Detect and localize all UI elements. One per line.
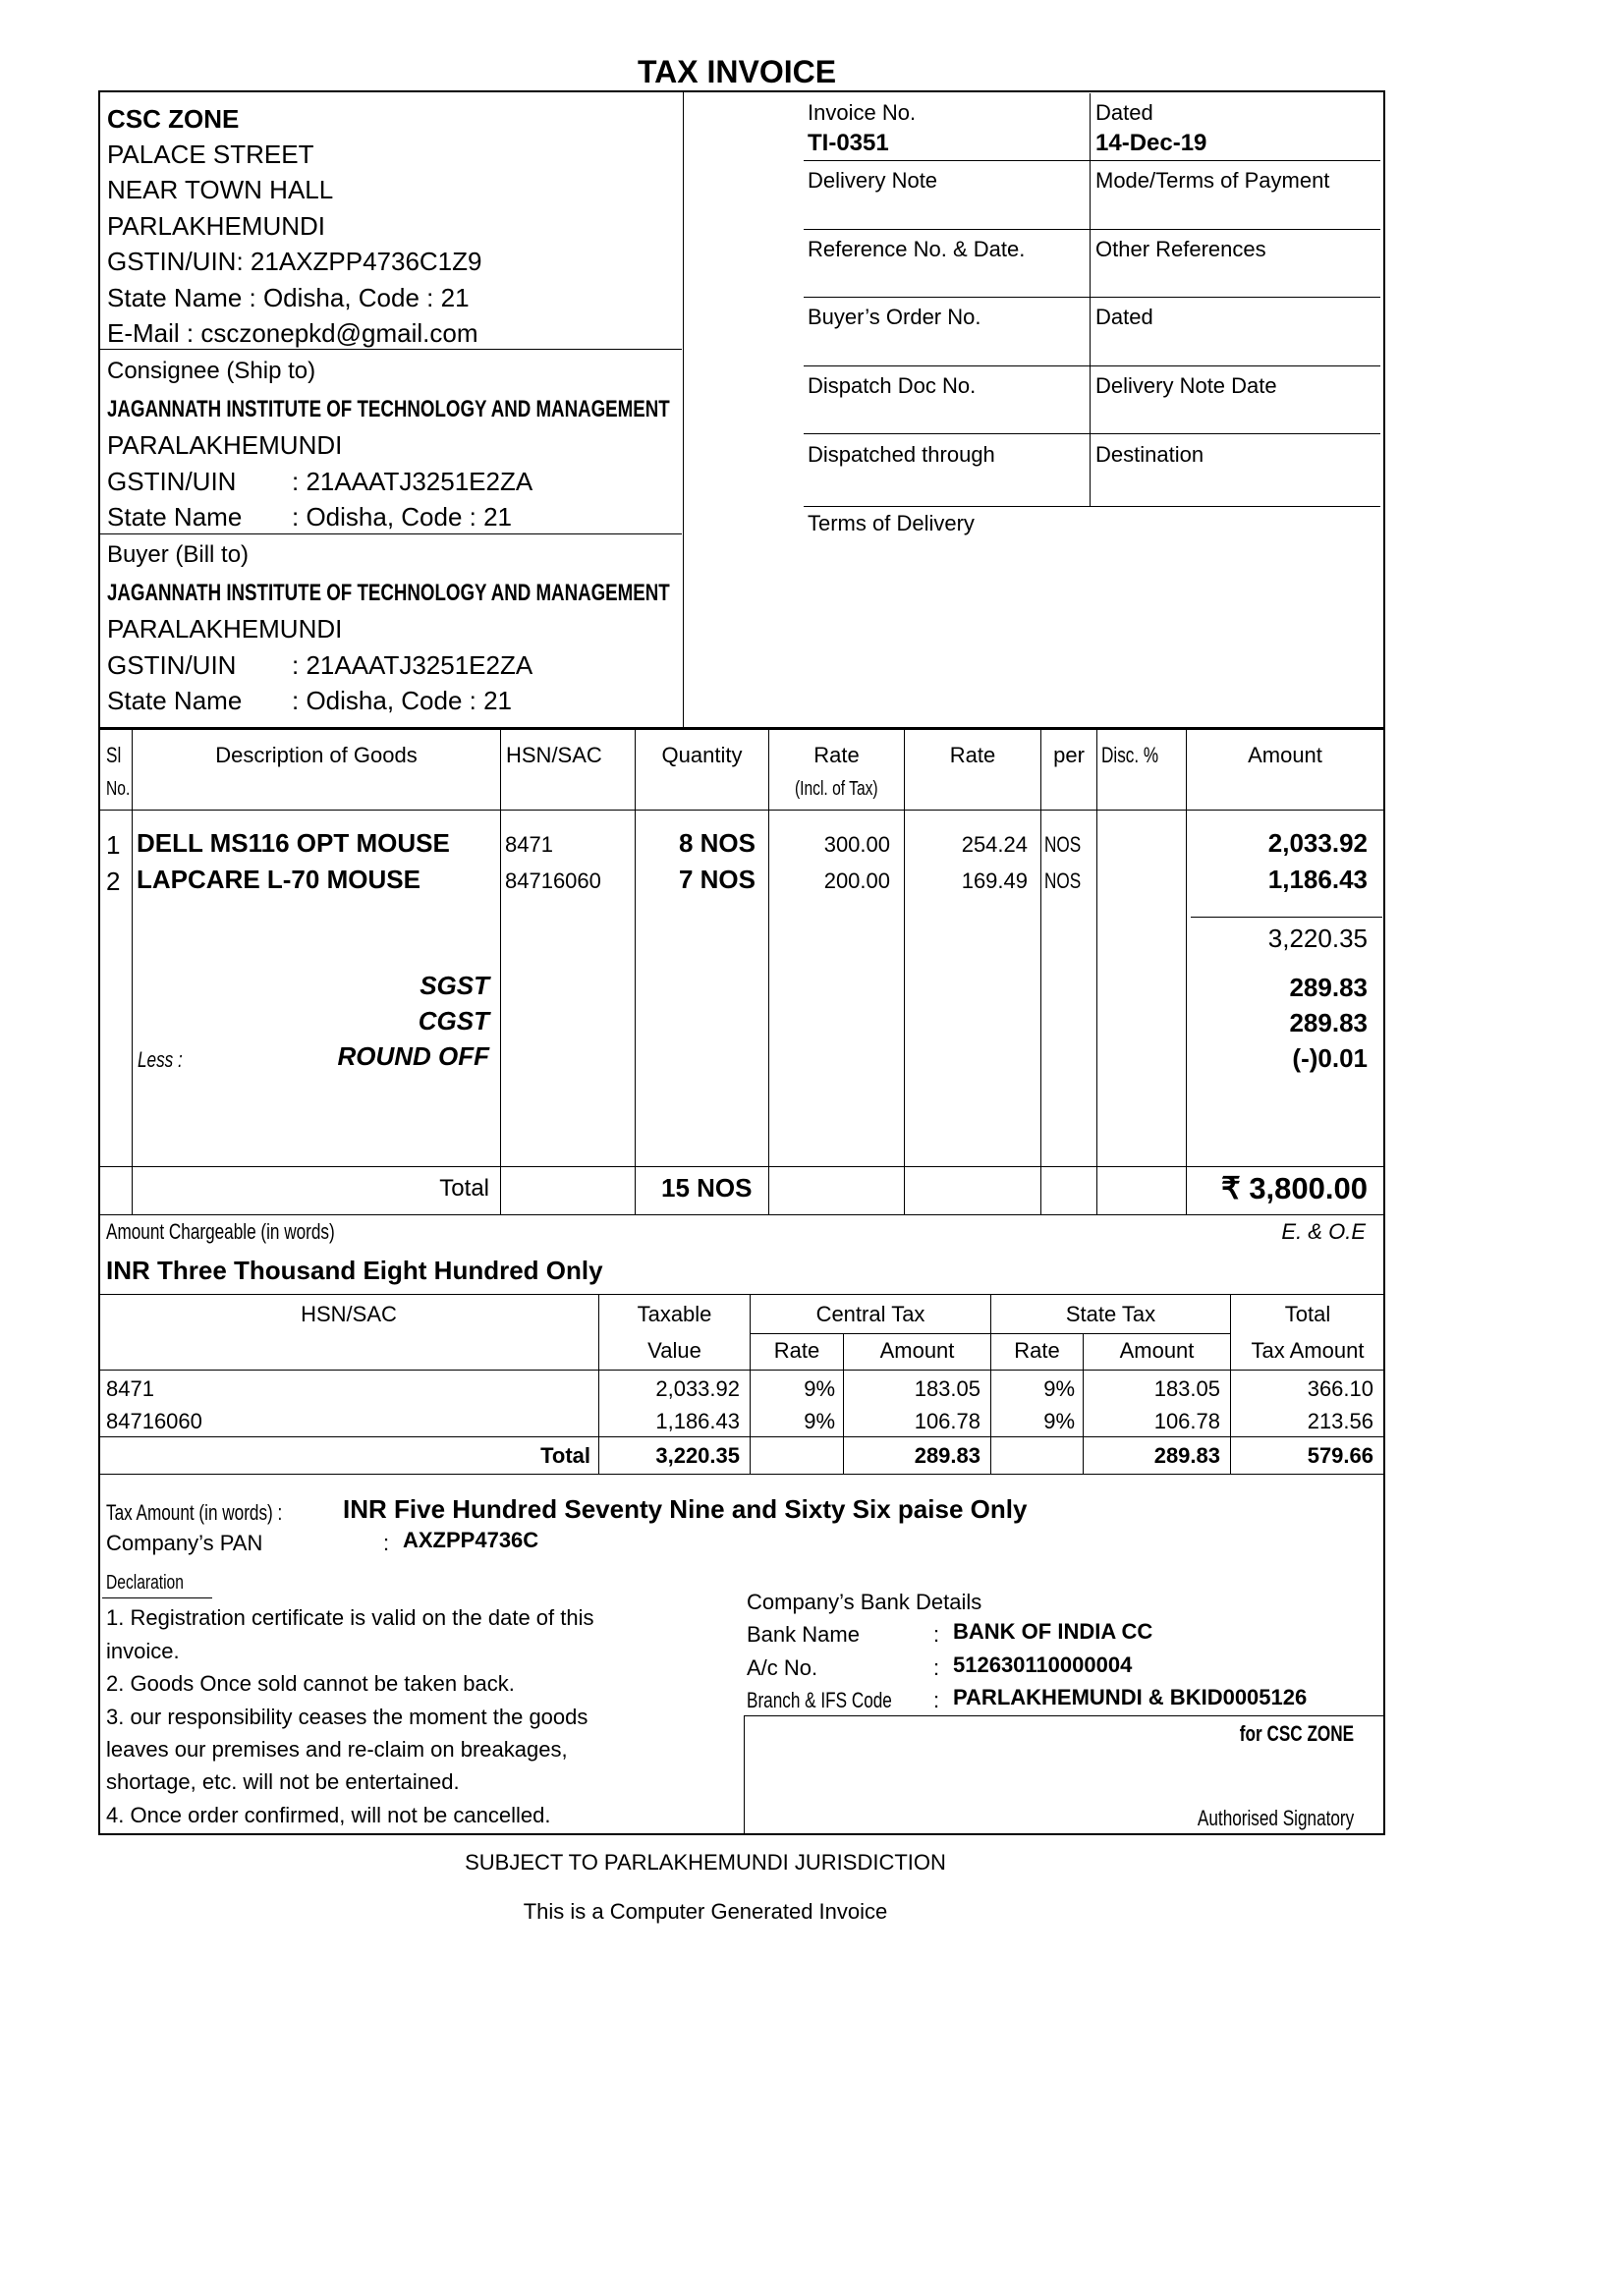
pan-value: AXZPP4736C — [403, 1528, 539, 1552]
tax-row-state-rate: 9% — [1043, 1376, 1075, 1401]
divider — [804, 365, 1380, 366]
consignee-state-label: State Name — [107, 502, 243, 532]
buyers-order-label: Buyer’s Order No. — [808, 305, 981, 329]
declaration-line: 1. Registration certificate is valid on the date of this — [106, 1605, 594, 1630]
tax-words: INR Five Hundred Seventy Nine and Sixty Six paise Only — [343, 1494, 1028, 1524]
tax-row-total: 366.10 — [1307, 1376, 1373, 1401]
divider — [635, 729, 636, 1214]
tax-header-central-amount: Amount — [879, 1338, 955, 1363]
divider — [99, 1214, 1384, 1215]
invoice-frame — [98, 90, 1385, 1835]
consignee-gstin-label: GSTIN/UIN — [107, 467, 237, 496]
divider — [804, 160, 1380, 161]
dated-label: Dated — [1095, 100, 1153, 125]
header-per: per — [1053, 743, 1085, 767]
tax-row-hsn: 8471 — [106, 1376, 154, 1401]
divider — [804, 433, 1380, 434]
total-label: Total — [439, 1175, 489, 1202]
round-off-amount: (-)0.01 — [1292, 1043, 1368, 1073]
sgst-label: SGST — [420, 971, 489, 1000]
divider — [1040, 729, 1041, 1214]
row-hsn: 8471 — [505, 832, 553, 857]
header-sl-no: No. — [106, 778, 131, 800]
divider — [500, 729, 501, 1214]
buyer-gstin: : 21AAATJ3251E2ZA — [292, 650, 533, 680]
row-rate-incl: 200.00 — [823, 868, 890, 893]
declaration-line: shortage, etc. will not be entertained. — [106, 1769, 460, 1794]
branch-ifs: PARLAKHEMUNDI & BKID0005126 — [953, 1685, 1308, 1709]
buyer-heading: Buyer (Bill to) — [107, 541, 250, 568]
other-references-label: Other References — [1095, 237, 1266, 261]
divider — [99, 349, 682, 350]
tax-header-state: State Tax — [1065, 1302, 1156, 1326]
tax-row-state-amount: 106.78 — [1153, 1409, 1220, 1433]
subtotal-line — [1191, 917, 1382, 918]
divider — [804, 229, 1380, 230]
divider — [768, 729, 769, 1214]
tax-header-total: Total — [1284, 1302, 1331, 1326]
row-per: NOS — [1044, 868, 1082, 893]
buyer-city: PARALAKHEMUNDI — [107, 614, 343, 644]
declaration-line: leaves our premises and re-claim on breakages, — [106, 1737, 568, 1762]
bank-heading: Company’s Bank Details — [747, 1590, 982, 1614]
row-description: LAPCARE L-70 MOUSE — [137, 865, 420, 894]
divider — [904, 729, 905, 1214]
divider — [99, 1166, 1384, 1167]
header-rate-incl-note: (Incl. of Tax) — [795, 778, 878, 800]
divider — [99, 1370, 1384, 1371]
dispatch-doc-label: Dispatch Doc No. — [808, 373, 977, 398]
cgst-amount: 289.83 — [1289, 1008, 1368, 1037]
dispatched-through-label: Dispatched through — [808, 442, 995, 467]
consignee-state: : Odisha, Code : 21 — [292, 502, 513, 532]
seller-address-3: PARLAKHEMUNDI — [107, 211, 326, 241]
bank-name: BANK OF INDIA CC — [953, 1619, 1153, 1644]
row-rate: 169.49 — [961, 868, 1028, 893]
row-description: DELL MS116 OPT MOUSE — [137, 828, 450, 858]
consignee-name: JAGANNATH INSTITUTE OF TECHNOLOGY AND MANAGEMENT — [107, 396, 670, 422]
header-sl: Sl — [106, 743, 122, 767]
tax-header-hsn: HSN/SAC — [301, 1302, 397, 1326]
tax-row-state-rate: 9% — [1043, 1409, 1075, 1433]
tax-total-amount: 579.66 — [1307, 1443, 1373, 1468]
pan-colon: : — [383, 1531, 390, 1555]
header-rate: Rate — [949, 743, 996, 767]
buyer-gstin-label: GSTIN/UIN — [107, 650, 237, 680]
delivery-note-date-label: Delivery Note Date — [1095, 373, 1277, 398]
tax-total-label: Total — [540, 1443, 590, 1468]
amount-words-label: Amount Chargeable (in words) — [106, 1219, 335, 1244]
buyer-name: JAGANNATH INSTITUTE OF TECHNOLOGY AND MANAGEMENT — [107, 580, 670, 606]
divider — [744, 1715, 745, 1833]
divider — [99, 533, 682, 534]
pan-label: Company’s PAN — [106, 1531, 263, 1555]
order-dated-label: Dated — [1095, 305, 1153, 329]
tax-row-total: 213.56 — [1307, 1409, 1373, 1433]
divider — [804, 297, 1380, 298]
tax-row-state-amount: 183.05 — [1153, 1376, 1220, 1401]
tax-total-state: 289.83 — [1153, 1443, 1220, 1468]
declaration-line: invoice. — [106, 1639, 180, 1663]
buyer-state-label: State Name — [107, 686, 243, 715]
mode-terms-label: Mode/Terms of Payment — [1095, 168, 1330, 193]
tax-row-central-amount: 183.05 — [914, 1376, 980, 1401]
header-hsn: HSN/SAC — [506, 743, 602, 767]
total-quantity: 15 NOS — [661, 1173, 753, 1203]
for-company: for CSC ZONE — [1239, 1721, 1354, 1746]
tax-total-taxable: 3,220.35 — [655, 1443, 740, 1468]
declaration-line: 3. our responsibility ceases the moment the goods — [106, 1705, 588, 1729]
computer-generated-note: This is a Computer Generated Invoice — [523, 1899, 888, 1924]
page-title: TAX INVOICE — [637, 54, 837, 89]
buyer-state: : Odisha, Code : 21 — [292, 686, 513, 715]
header-amount: Amount — [1248, 743, 1322, 767]
terms-of-delivery-label: Terms of Delivery — [808, 511, 975, 535]
row-sl: 1 — [106, 830, 121, 860]
reference-label: Reference No. & Date. — [808, 237, 1026, 261]
tax-words-label: Tax Amount (in words) : — [106, 1500, 283, 1525]
row-amount: 2,033.92 — [1267, 828, 1368, 858]
bank-name-label: Bank Name — [747, 1622, 860, 1647]
total-amount: ₹ 3,800.00 — [1220, 1171, 1368, 1205]
divider — [1090, 93, 1091, 506]
tax-total-central: 289.83 — [914, 1443, 980, 1468]
seller-name: CSC ZONE — [107, 104, 240, 134]
row-rate-incl: 300.00 — [823, 832, 890, 857]
authorised-signatory: Authorised Signatory — [1197, 1806, 1354, 1830]
tax-header-taxable: Taxable — [637, 1302, 712, 1326]
divider — [1186, 729, 1187, 1214]
consignee-city: PARALAKHEMUNDI — [107, 430, 343, 460]
round-off-label: ROUND OFF — [337, 1041, 489, 1071]
tax-row-central-rate: 9% — [804, 1376, 835, 1401]
account-no-label: A/c No. — [747, 1655, 818, 1680]
divider — [99, 810, 1384, 811]
header-rate-incl: Rate — [813, 743, 860, 767]
declaration-heading: Declaration — [106, 1572, 184, 1594]
subtotal-amount: 3,220.35 — [1267, 924, 1368, 953]
divider — [804, 506, 1380, 507]
tax-header-central: Central Tax — [815, 1302, 925, 1326]
tax-header-total-amount: Tax Amount — [1251, 1338, 1365, 1363]
eoe-label: E. & O.E — [1281, 1219, 1366, 1244]
row-sl: 2 — [106, 867, 121, 896]
tax-row-central-rate: 9% — [804, 1409, 835, 1433]
invoice-no-label: Invoice No. — [808, 100, 917, 125]
colon: : — [933, 1688, 940, 1712]
colon: : — [933, 1622, 940, 1647]
invoice-no: TI-0351 — [808, 130, 889, 156]
branch-ifs-label: Branch & IFS Code — [747, 1688, 892, 1712]
divider — [99, 727, 1384, 730]
tax-row-central-amount: 106.78 — [914, 1409, 980, 1433]
consignee-heading: Consignee (Ship to) — [107, 358, 316, 384]
divider — [744, 1715, 1384, 1716]
declaration-line: 4. Once order confirmed, will not be cancelled. — [106, 1803, 551, 1827]
jurisdiction-note: SUBJECT TO PARLAKHEMUNDI JURISDICTION — [465, 1850, 946, 1875]
colon: : — [933, 1655, 940, 1680]
seller-address-2: NEAR TOWN HALL — [107, 175, 334, 204]
cgst-label: CGST — [418, 1006, 489, 1036]
tax-row-taxable: 2,033.92 — [655, 1376, 740, 1401]
seller-gstin: GSTIN/UIN: 21AXZPP4736C1Z9 — [107, 247, 482, 276]
header-description: Description of Goods — [215, 743, 418, 767]
divider — [1096, 729, 1097, 1214]
declaration-line: 2. Goods Once sold cannot be taken back. — [106, 1671, 515, 1696]
row-per: NOS — [1044, 832, 1082, 857]
divider — [99, 1294, 1384, 1295]
less-label: Less : — [138, 1047, 183, 1072]
account-no: 512630110000004 — [953, 1652, 1133, 1677]
row-quantity: 8 NOS — [678, 828, 756, 858]
seller-email: E-Mail : csczonepkd@gmail.com — [107, 318, 478, 348]
divider — [99, 1474, 1384, 1475]
header-quantity: Quantity — [661, 743, 743, 767]
tax-header-central-rate: Rate — [773, 1338, 820, 1363]
divider — [99, 1436, 1384, 1437]
tax-header-state-rate: Rate — [1014, 1338, 1060, 1363]
destination-label: Destination — [1095, 442, 1204, 467]
delivery-note-label: Delivery Note — [808, 168, 938, 193]
row-quantity: 7 NOS — [678, 865, 756, 894]
invoice-date: 14-Dec-19 — [1095, 130, 1207, 156]
seller-state: State Name : Odisha, Code : 21 — [107, 283, 470, 312]
row-hsn: 84716060 — [505, 868, 601, 893]
sgst-amount: 289.83 — [1289, 973, 1368, 1002]
declaration-underline — [102, 1597, 212, 1598]
header-disc: Disc. % — [1101, 743, 1159, 767]
amount-words: INR Three Thousand Eight Hundred Only — [106, 1256, 603, 1285]
row-amount: 1,186.43 — [1267, 865, 1368, 894]
tax-header-state-amount: Amount — [1119, 1338, 1195, 1363]
row-rate: 254.24 — [961, 832, 1028, 857]
tax-row-hsn: 84716060 — [106, 1409, 202, 1433]
seller-address-1: PALACE STREET — [107, 140, 314, 169]
tax-row-taxable: 1,186.43 — [655, 1409, 740, 1433]
tax-header-value: Value — [647, 1338, 701, 1363]
consignee-gstin: : 21AAATJ3251E2ZA — [292, 467, 533, 496]
